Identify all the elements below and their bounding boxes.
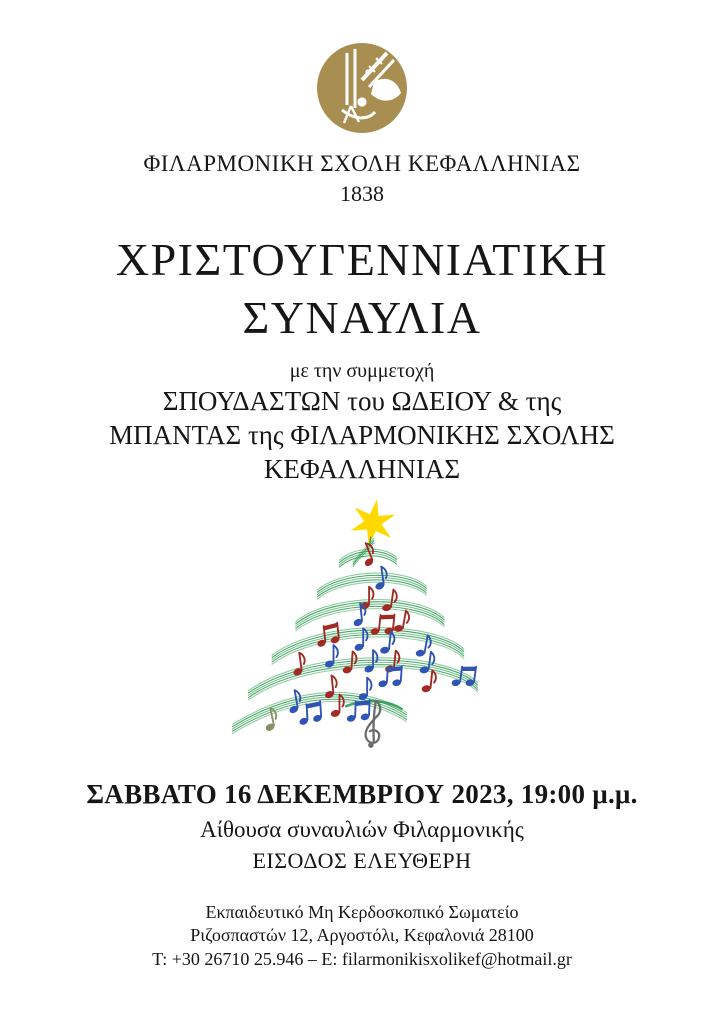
event-venue: Αίθουσα συναυλιών Φιλαρμονικής xyxy=(200,816,524,842)
participation-intro: με την συμμετοχή xyxy=(289,360,435,383)
org-logo xyxy=(316,42,408,134)
christmas-tree-illustration xyxy=(0,497,724,749)
org-founded-year: 1838 xyxy=(340,180,384,206)
event-datetime: ΣΑΒΒΑΤΟ 16 ΔΕΚΕΜΒΡΙΟΥ 2023, 19:00 μ.μ. xyxy=(86,778,638,809)
footer-org-type: Εκπαιδευτικό Μη Κερδοσκοπικό Σωματείο xyxy=(205,901,519,922)
participation-lines xyxy=(0,385,724,486)
org-name: ΦΙΛΑΡΜΟΝΙΚΗ ΣΧΟΛΗ ΚΕΦΑΛΛΗΝΙΑΣ xyxy=(143,151,581,176)
poster-title xyxy=(0,231,724,349)
footer-phone-email: T: +30 26710 25.946 – E: filarmonikisxolikef@hotmail.gr xyxy=(152,949,572,970)
participation-line1: ΣΠΟΥΔΑΣΤΩΝ του ΩΔΕΙΟΥ & της xyxy=(162,386,562,417)
stave-tier-2 xyxy=(318,573,427,599)
participation-line3: ΚΕΦΑΛΛΗΝΙΑΣ xyxy=(263,453,461,484)
footer-contact xyxy=(0,901,724,972)
poster-title-line1: ΧΡΙΣΤΟΥΓΕΝΝΙΑΤΙΚΗ xyxy=(115,233,609,285)
poster-title-line2: ΣΥΝΑΥΛΙΑ xyxy=(242,292,482,344)
event-admission: ΕΙΣΟΔΟΣ ΕΛΕΥΘΕΡΗ xyxy=(252,847,472,873)
footer-address: Ριζοσπαστών 12, Αργοστόλι, Κεφαλονιά 28100 xyxy=(190,925,534,946)
philharmonic-emblem-icon xyxy=(316,42,408,134)
music-staves-tree-icon xyxy=(217,497,507,749)
participation-line2: ΜΠΑΝΤΑΣ της ΦΙΛΑΡΜΟΝΙΚΗΣ ΣΧΟΛΗΣ xyxy=(109,420,615,451)
